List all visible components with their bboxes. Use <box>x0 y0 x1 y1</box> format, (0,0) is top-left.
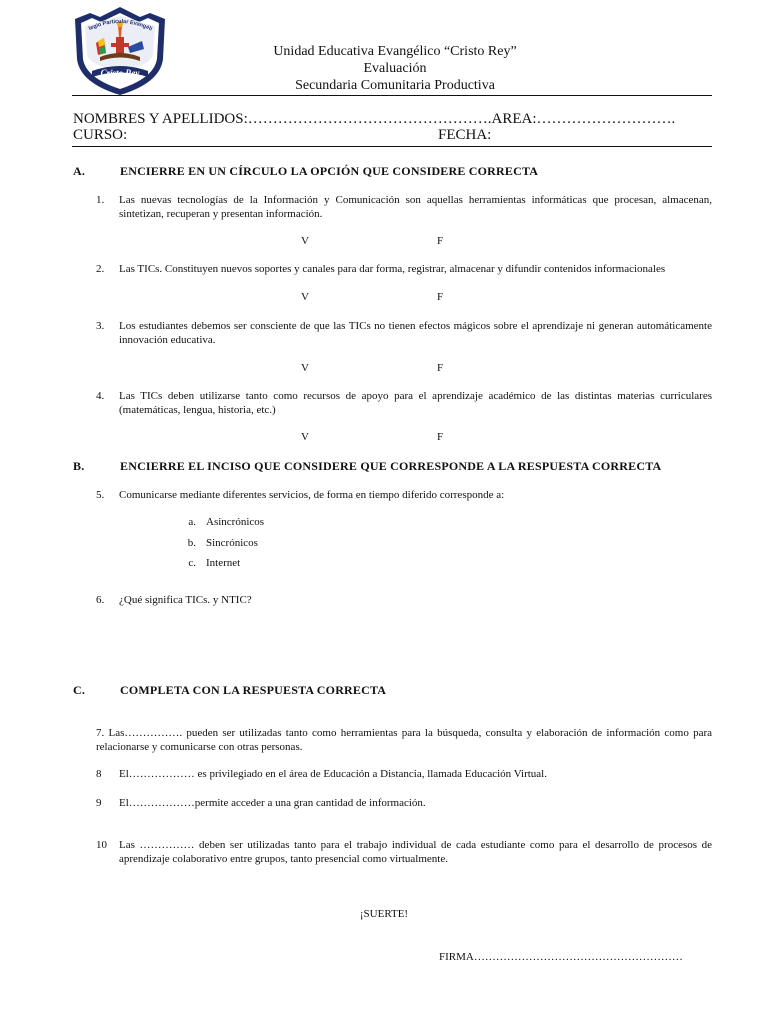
question-4-text: Las TICs deben utilizarse tanto como recursos de apoyo para el aprendizaje académico de las distintas materias curriculares (matemáticas, lengua, historia, etc.) <box>119 390 712 416</box>
q5-option-b: b. Sincrónicos <box>187 537 258 549</box>
question-8-text: El……………… es privilegiado en el área de Educación a Distancia, llamada Educación Virtual. <box>119 768 547 780</box>
header-school-name: Unidad Educativa Evangélico “Cristo Rey” <box>273 44 517 59</box>
q5-option-a: a. Asincrónicos <box>188 516 265 528</box>
question-5: 5. Comunicarse mediante diferentes servicios, de forma en tiempo diferido corresponde a: <box>96 488 712 502</box>
logo-top-text: legio Particular Evangéli <box>87 18 154 33</box>
q1-option-v: V <box>301 235 309 247</box>
section-c-letter: C. <box>73 683 86 697</box>
question-6: 6. ¿Qué significa TICs. y NTIC? <box>96 593 712 607</box>
question-10-text: Las …………… deben ser utilizadas tanto para el trabajo individual de cada estudiante como para el desarrollo de procesos de aprendizaje colaborativo entre grupos, tanto presencial como virtualmente. <box>119 839 712 865</box>
q2-option-v: V <box>301 291 309 303</box>
section-a-heading <box>73 164 713 180</box>
q5-option-c: c. Internet <box>188 557 241 569</box>
question-2-text: Las TICs. Constituyen nuevos soportes y canales para dar forma, registrar, almacenar y difundir contenidos informacionales <box>119 263 666 275</box>
question-7: 7. Las……………. pueden ser utilizadas tanto como herramientas para la búsqueda, consulta y elaboración de información como para relacionarse y comunicarse con otras personas. <box>96 727 712 753</box>
section-b-heading <box>73 459 713 475</box>
question-9: 9 El………………permite acceder a una gran cantidad de información. <box>96 796 712 810</box>
question-3-text: Los estudiantes debemos ser consciente de que las TICs no tienen efectos mágicos sobre el aprendizaje ni generan automáticamente innovación educativa. <box>119 320 712 346</box>
good-luck-text: ¡SUERTE! <box>359 908 409 920</box>
section-b-letter: B. <box>73 459 85 473</box>
logo-name: Cristo Rey <box>100 68 140 78</box>
header-level: Secundaria Comunitaria Productiva <box>295 78 495 93</box>
question-8: 8 El……………… es privilegiado en el área de Educación a Distancia, llamada Educación Virtual. <box>96 767 712 781</box>
school-crest-icon <box>70 5 170 97</box>
question-3: 3. Los estudiantes debemos ser consciente de que las TICs no tienen efectos mágicos sobre el aprendizaje ni generan automáticamente innovación educativa. <box>96 320 712 346</box>
q3-option-v: V <box>301 362 309 374</box>
q2-option-f: F <box>437 291 444 303</box>
question-6-text: ¿Qué significa TICs. y NTIC? <box>119 594 252 606</box>
section-c-heading <box>73 683 713 699</box>
question-1: 1. Las nuevas tecnologías de la Información y Comunicación son aquellas herramientas informáticas que procesan, almacenan, sintetizan, recuperan y presentan información. <box>96 194 712 220</box>
section-b-title: ENCIERRE EL INCISO QUE CONSIDERE QUE CORRESPONDE A LA RESPUESTA CORRECTA <box>120 459 662 473</box>
q1-option-f: F <box>437 235 444 247</box>
section-a-letter: A. <box>73 164 86 178</box>
section-a-title: ENCIERRE EN UN CÍRCULO LA OPCIÓN QUE CONSIDERE CORRECTA <box>120 164 539 178</box>
signature-line: FIRMA………………………………………………… <box>439 951 683 963</box>
q3-option-f: F <box>437 362 444 374</box>
question-4: 4. Las TICs deben utilizarse tanto como recursos de apoyo para el aprendizaje académico de las distintas materias curriculares (matemáticas, lengua, historia, etc.) <box>96 390 712 416</box>
question-9-text: El………………permite acceder a una gran cantidad de información. <box>119 797 426 809</box>
school-logo <box>70 5 170 97</box>
header-divider <box>72 95 712 96</box>
question-2: 2. Las TICs. Constituyen nuevos soportes y canales para dar forma, registrar, almacenar y difundir contenidos informacionales <box>96 262 712 276</box>
field-curso: CURSO: <box>73 127 128 143</box>
field-nombres-area: NOMBRES Y APELLIDOS:………………………………………….AREA:………………………. <box>73 111 676 127</box>
q4-option-v: V <box>301 431 309 443</box>
question-1-text: Las nuevas tecnologías de la Información y Comunicación son aquellas herramientas informáticas que procesan, almacenan, sintetizan, recuperan y presentan información. <box>119 194 712 220</box>
question-5-text: Comunicarse mediante diferentes servicios, de forma en tiempo diferido corresponde a: <box>119 489 505 501</box>
field-fecha: FECHA: <box>438 127 492 143</box>
header-evaluation: Evaluación <box>363 61 427 76</box>
fields-divider <box>72 146 712 147</box>
question-10: 10 Las …………… deben ser utilizadas tanto para el trabajo individual de cada estudiante como para el desarrollo de procesos de aprendizaje colaborativo entre grupos, tanto presencial como virtualmente. <box>96 839 712 865</box>
q4-option-f: F <box>437 431 444 443</box>
section-c-title: COMPLETA CON LA RESPUESTA CORRECTA <box>120 683 387 697</box>
